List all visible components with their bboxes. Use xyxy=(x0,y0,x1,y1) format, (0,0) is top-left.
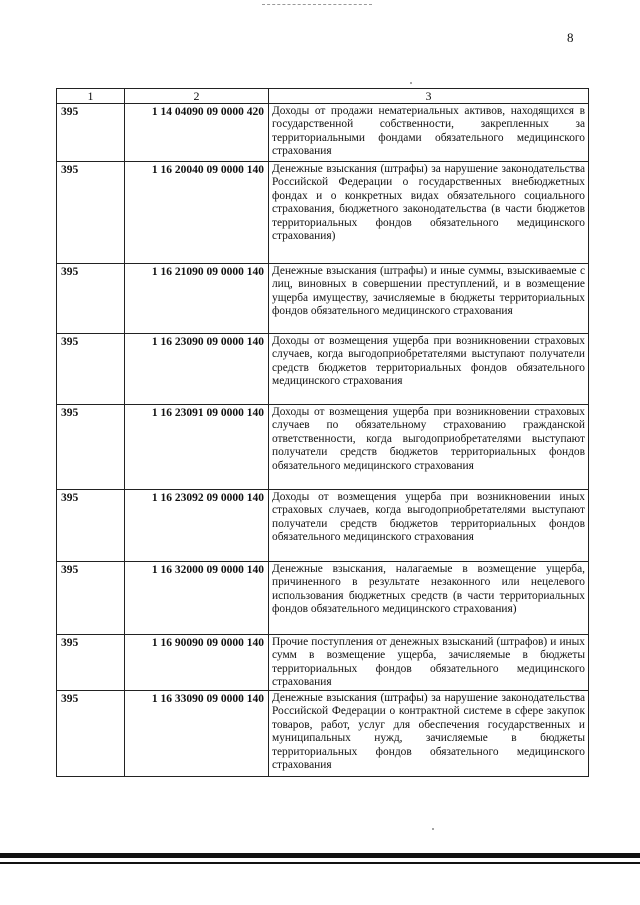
scan-speck xyxy=(432,828,434,830)
revenue-code-cell: 1 16 20040 09 0000 140 xyxy=(125,162,269,264)
admin-code-cell: 395 xyxy=(57,490,125,562)
table-row xyxy=(57,264,589,334)
page-bottom-rule-thin xyxy=(0,862,640,864)
revenue-code-cell: 1 16 33090 09 0000 140 xyxy=(125,691,269,777)
revenue-codes-table xyxy=(56,88,589,777)
revenue-description: Денежные взыскания (штрафы) за нарушение законодательства Российской Федерации о государственных внебюджетных фондах и о конкретных видах обязательного социального страхования, бюджетного законодательства (в части бюджетов территориальных фондов обязательного медицинского страхования) xyxy=(272,163,585,243)
admin-code-cell: 395 xyxy=(57,104,125,162)
admin-code-cell: 395 xyxy=(57,691,125,777)
table-row xyxy=(57,162,589,264)
revenue-code-cell: 1 16 21090 09 0000 140 xyxy=(125,264,269,334)
table-header-row xyxy=(57,89,589,104)
table-row xyxy=(57,635,589,691)
revenue-description: Доходы от продажи нематериальных активов, находящихся в государственной собственности, закрепленных за территориальными фондами обязательного медицинского страхования xyxy=(272,105,585,158)
revenue-code-cell: 1 16 23090 09 0000 140 xyxy=(125,334,269,405)
revenue-description: Денежные взыскания (штрафы) и иные суммы, взыскиваемые с лиц, виновных в совершении преступлений, и в возмещение ущерба имуществу, зачисляемые в бюджеты территориальных фондов обязательного медицинского страхования xyxy=(272,265,585,318)
revenue-code-cell: 1 16 32000 09 0000 140 xyxy=(125,562,269,635)
header-col-2: 2 xyxy=(125,89,269,104)
revenue-description: Денежные взыскания (штрафы) за нарушение законодательства Российской Федерации о контрактной системе в сфере закупок товаров, работ, услуг для обеспечения государственных и муниципальных нужд, зачисляемые в бюджеты территориальных фондов обязательного медицинского страхования xyxy=(272,692,585,772)
admin-code-cell: 395 xyxy=(57,162,125,264)
revenue-description: Денежные взыскания, налагаемые в возмещение ущерба, причиненного в результате незаконного или нецелевого использования бюджетных средств (в части территориальных фондов обязательного медицинского страхования) xyxy=(272,563,585,616)
page-bottom-rule xyxy=(0,853,640,858)
revenue-code-cell: 1 16 23092 09 0000 140 xyxy=(125,490,269,562)
admin-code-cell: 395 xyxy=(57,334,125,405)
revenue-code-cell: 1 16 90090 09 0000 140 xyxy=(125,635,269,691)
header-col-1: 1 xyxy=(57,89,125,104)
table-row xyxy=(57,490,589,562)
table-row xyxy=(57,334,589,405)
scan-speck xyxy=(410,82,412,84)
revenue-code-cell: 1 16 23091 09 0000 140 xyxy=(125,405,269,490)
table-row xyxy=(57,405,589,490)
admin-code-cell: 395 xyxy=(57,264,125,334)
admin-code-cell: 395 xyxy=(57,405,125,490)
page-number: 8 xyxy=(567,30,574,45)
revenue-code-cell: 1 14 04090 09 0000 420 xyxy=(125,104,269,162)
table-row xyxy=(57,562,589,635)
table-row xyxy=(57,691,589,777)
revenue-description: Доходы от возмещения ущерба при возникновении страховых случаев по обязательному страхованию гражданской ответственности, когда выгодоприобретателями выступают получатели средств бюджетов территориальных фондов обязательного медицинского страхования xyxy=(272,406,585,472)
admin-code-cell: 395 xyxy=(57,562,125,635)
revenue-description: Доходы от возмещения ущерба при возникновении страховых случаев, когда выгодоприобретателями выступают получатели средств бюджетов территориальных фондов обязательного медицинского страхования xyxy=(272,335,585,388)
revenue-description: Доходы от возмещения ущерба при возникновении иных страховых случаев, когда выгодоприобретателями выступают получатели средств бюджетов территориальных фондов обязательного медицинского страхования xyxy=(272,491,585,544)
revenue-description: Прочие поступления от денежных взысканий (штрафов) и иных сумм в возмещение ущерба, зачисляемые в бюджеты территориальных фондов обязательного медицинского страхования xyxy=(272,636,585,689)
table-row xyxy=(57,104,589,162)
scan-top-mark xyxy=(262,4,372,6)
header-col-3: 3 xyxy=(269,89,589,104)
admin-code-cell: 395 xyxy=(57,635,125,691)
